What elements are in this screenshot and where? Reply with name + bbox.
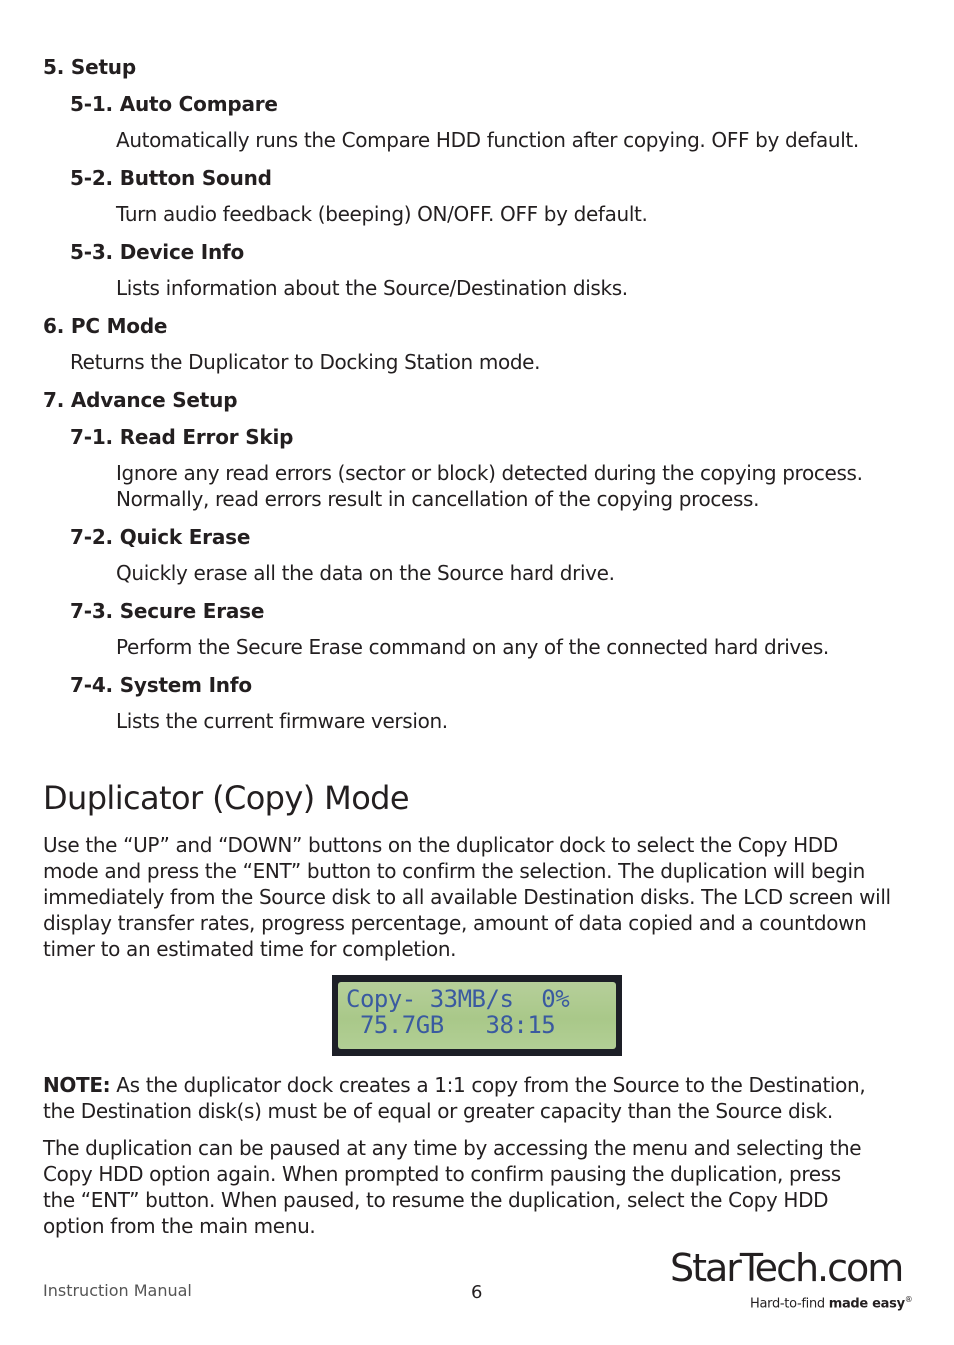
note-label: NOTE: (43, 1073, 111, 1097)
lcd-display-photo (332, 975, 622, 1056)
read-error-skip-description-line-1: Ignore any read errors (sector or block) detected during the copying process. (116, 461, 863, 485)
footer-label: Instruction Manual (43, 1281, 192, 1300)
tagline-plain: Hard-to-find (750, 1296, 829, 1312)
intro-line: Use the “UP” and “DOWN” buttons on the duplicator dock to select the Copy HDD (43, 833, 838, 857)
tagline-bold: made easy (828, 1296, 905, 1312)
lcd-line-2: 75.7GB 38:15 (346, 1011, 556, 1039)
note-paragraph (43, 1072, 923, 1124)
lcd-line-1: Copy- 33MB/s 0% (346, 985, 570, 1013)
setup-heading: 5. Setup (43, 55, 136, 79)
pause-line: the “ENT” button. When paused, to resume the duplication, select the Copy HDD (43, 1188, 829, 1212)
device-info-description: Lists information about the Source/Destination disks. (116, 276, 628, 300)
pc-mode-heading: 6. PC Mode (43, 314, 168, 338)
intro-line: timer to an estimated time for completion. (43, 937, 457, 961)
quick-erase-heading: 7-2. Quick Erase (70, 525, 251, 549)
button-sound-description: Turn audio feedback (beeping) ON/OFF. OFF by default. (116, 202, 648, 226)
lcd-screen (338, 982, 616, 1049)
read-error-skip-description-line-2: Normally, read errors result in cancellation of the copying process. (116, 487, 760, 511)
auto-compare-description: Automatically runs the Compare HDD function after copying. OFF by default. (116, 128, 859, 152)
copy-mode-intro (43, 832, 923, 962)
pause-line: option from the main menu. (43, 1214, 316, 1238)
note-line-2: the Destination disk(s) must be of equal or greater capacity than the Source disk. (43, 1099, 833, 1123)
pause-line: Copy HDD option again. When prompted to confirm pausing the duplication, press (43, 1162, 841, 1186)
note-text: As the duplicator dock creates a 1:1 copy from the Source to the Destination, (110, 1073, 866, 1097)
device-info-heading: 5-3. Device Info (70, 240, 245, 264)
intro-line: mode and press the “ENT” button to confirm the selection. The duplication will begin (43, 859, 866, 883)
system-info-heading: 7-4. System Info (70, 673, 252, 697)
intro-line: immediately from the Source disk to all available Destination disks. The LCD screen will (43, 885, 891, 909)
logo-tagline (750, 1295, 912, 1311)
startech-logo (670, 1246, 913, 1316)
copy-mode-title: Duplicator (Copy) Mode (43, 779, 409, 817)
advance-setup-heading: 7. Advance Setup (43, 388, 238, 412)
pause-paragraph (43, 1135, 923, 1239)
logo-wordmark: StarTech.com (670, 1246, 903, 1290)
system-info-description: Lists the current firmware version. (116, 709, 448, 733)
pc-mode-description: Returns the Duplicator to Docking Station mode. (70, 350, 541, 374)
auto-compare-heading: 5-1. Auto Compare (70, 92, 278, 116)
intro-line: display transfer rates, progress percentage, amount of data copied and a countdown (43, 911, 867, 935)
quick-erase-description: Quickly erase all the data on the Source hard drive. (116, 561, 615, 585)
note-line-1 (43, 1072, 923, 1098)
read-error-skip-heading: 7-1. Read Error Skip (70, 425, 294, 449)
secure-erase-heading: 7-3. Secure Erase (70, 599, 265, 623)
registered-mark: ® (904, 1295, 913, 1304)
page-number: 6 (471, 1282, 483, 1303)
button-sound-heading: 5-2. Button Sound (70, 166, 272, 190)
pause-line: The duplication can be paused at any time by accessing the menu and selecting the (43, 1136, 862, 1160)
secure-erase-description: Perform the Secure Erase command on any of the connected hard drives. (116, 635, 829, 659)
